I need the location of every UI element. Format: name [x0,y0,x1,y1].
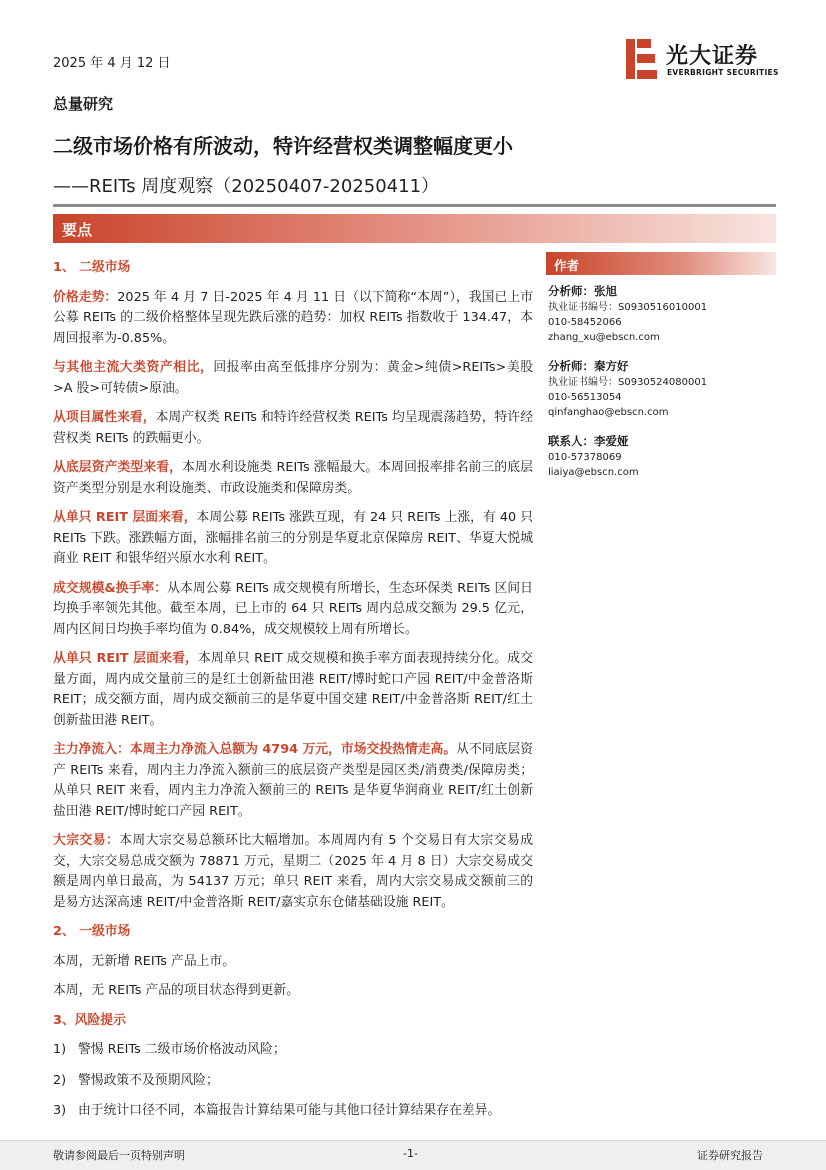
paragraph-trading-volume [53,579,533,641]
paragraph-net-inflow [53,740,533,822]
analyst-name: 分析师：秦方好 [548,359,629,373]
contact-name: 联系人：李爱娅 [548,434,629,448]
contact-block [548,433,776,480]
paragraph-lead: 从底层资产类型来看， [53,460,183,475]
analyst-block [548,358,776,420]
analyst-phone: 010-58452066 [548,317,622,328]
risk-number: 3) [53,1103,67,1118]
contact-email: liaiya@ebscn.com [548,467,639,478]
report-date: 2025 年 4 月 12 日 [53,56,171,71]
footer-report-type: 证券研究报告 [697,1149,763,1162]
risk-item [53,1040,533,1061]
keypoints-banner [53,214,776,243]
paragraph-text: 本周单只 REIT 成交规模和换手率方面表现持续分化。成交量方面，周内成交量前三的是红土创新盐田港 REIT/博时蛇口产园 REIT/中金普洛斯 REIT；成交额方面，周内成交额前三的是华夏中国交建 REIT/中金普洛斯 REIT/红土创新盐田港 REIT。 [53,651,533,728]
paragraph-block-trade [53,831,533,913]
analyst-block [548,283,776,345]
contact-phone: 010-57378069 [548,452,622,463]
paragraph-primary-1: 本周，无新增 REITs 产品上市。 [53,953,236,969]
risk-item [53,1101,533,1122]
footer-disclaimer: 敬请参阅最后一页特别声明 [53,1149,185,1162]
paragraph-text: 回报率由高至低排序分别为：黄金>纯债>REITs>美股>A 股>可转债>原油。 [53,360,533,396]
main-content [53,258,533,1132]
analyst-name: 分析师：张旭 [548,284,617,298]
paragraph-lead: 价格走势： [53,289,118,305]
paragraph-lead: 从单只 REIT 层面来看， [53,510,197,525]
paragraph-lead: 从单只 REIT 层面来看， [53,651,199,666]
keypoints-label: 要点 [62,221,93,239]
risk-text: 警惕政策不及预期风险； [78,1072,219,1088]
analyst-cert: 执业证书编号：S0930524080001 [548,377,708,388]
risk-number: 2) [53,1072,67,1088]
paragraph-price-trend [53,288,533,350]
paragraph-text: 本周公募 REITs 涨跌互现，有 24 只 REITs 上涨，有 40 只 REITs 下跌。涨跌幅方面，涨幅排名前三的分别是华夏北京保障房 REIT、华夏大悦城商业 REIT 和银华绍兴原水水利 REIT。 [53,510,534,566]
paragraph-text: 本周产权类 REITs 和特许经营权类 REITs 均呈现震荡趋势，特许经营权类 REITs 的跌幅更小。 [53,410,533,446]
paragraph-text: 本周水利设施类 REITs 涨幅最大。本周回报率排名前三的底层资产类型分别是水利设施类、市政设施类和保障房类。 [53,460,533,496]
company-logo [626,37,779,81]
analyst-email: qinfanghao@ebscn.com [548,407,669,418]
author-banner-label: 作者 [554,258,580,273]
risk-item [53,1071,533,1092]
paragraph-single-reit [53,508,533,570]
paragraph-text: 2025 年 4 月 7 日-2025 年 4 月 11 日（以下简称“本周”），我国已上市公募 REITs 的二级价格整体呈现先跌后涨的趋势：加权 REITs 指数收于 134.47，本周回报率为-0.85%。 [53,289,534,346]
paragraph-lead: 与其他主流大类资产相比， [53,360,214,375]
author-banner [546,252,776,275]
risk-text: 警惕 REITs 二级市场价格波动风险； [78,1042,286,1057]
paragraph-asset-comparison [53,358,533,399]
paragraph-primary-2: 本周，无 REITs 产品的项目状态得到更新。 [53,983,300,998]
paragraph-underlying-asset [53,458,533,499]
paragraph-lead: 从项目属性来看， [53,410,156,425]
paragraph-lead: 大宗交易： [53,833,120,848]
paragraph-text: 本周大宗交易总额环比大幅增加。本周周内有 5 个交易日有大宗交易成交，大宗交易总成交额为 78871 万元，星期二（2025 年 4 月 8 日）大宗交易成交额是周内单日最高，为 54137 万元；单只 REIT 来看，周内大宗交易成交额前三的是易方达深高速 REIT/中金普洛斯 REIT/嘉实京东仓储基础设施 REIT。 [53,833,534,910]
section-heading-secondary-market: 1、 二级市场 [53,260,131,275]
paragraph-text: 从不同底层资产 REITs 来看，周内主力净流入额前三的底层资产类型是园区类/消费类/保障房类；从单只 REIT 来看，周内主力净流入额前三的 REITs 是华夏华润商业 REIT/红土创新盐田港 REIT/博时蛇口产园 REIT。 [53,742,534,819]
report-title: 二级市场价格有所波动，特许经营权类调整幅度更小 [53,134,513,158]
report-category: 总量研究 [53,95,114,113]
paragraph-project-attribute [53,408,533,449]
report-subtitle: ——REITs 周度观察（20250407-20250411） [53,176,440,197]
logo-english-name: EVERBRIGHT SECURITIES [667,68,779,77]
paragraph-lead: 成交规模&换手率： [53,580,168,596]
logo-chinese-name: 光大证券 [666,44,759,69]
paragraph-single-reit-volume [53,649,533,731]
risk-text: 由于统计口径不同，本篇报告计算结果可能与其他口径计算结果存在差异。 [78,1103,501,1118]
page-number: -1- [403,1147,418,1160]
title-divider [53,204,776,207]
risk-number: 1) [53,1042,67,1057]
analyst-cert: 执业证书编号：S0930516010001 [548,302,708,313]
paragraph-text: 从本周公募 REITs 成交规模有所增长，生态环保类 REITs 区间日均换手率领先其他。截至本周，已上市的 64 只 REITs 周内总成交额为 29.5 亿元，周内区间日均换手率均值为 0.84%，成交规模较上周有所增长。 [53,580,533,637]
analyst-phone: 010-56513054 [548,392,622,403]
section-heading-primary-market: 2、 一级市场 [53,924,131,939]
analyst-email: zhang_xu@ebscn.com [548,332,660,343]
author-panel [548,283,776,493]
everbright-logo-icon [626,37,658,81]
paragraph-lead: 主力净流入：本周主力净流入总额为 4794 万元，市场交投热情走高。 [53,742,457,757]
section-heading-risk: 3、风险提示 [53,1012,126,1028]
